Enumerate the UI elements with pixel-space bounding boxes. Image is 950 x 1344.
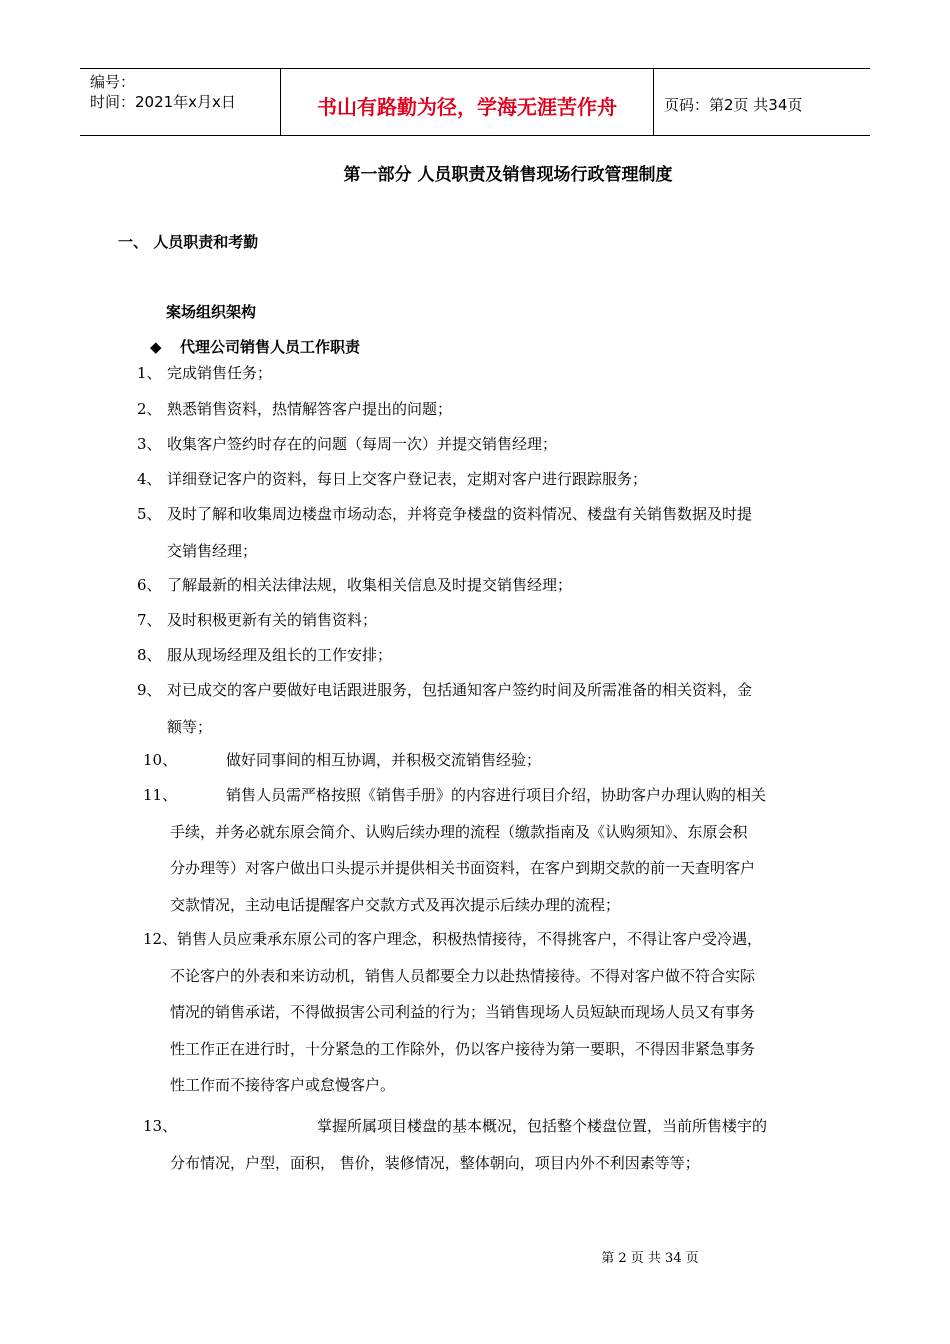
list-item-number: 10、 — [143, 751, 178, 769]
document-title: 第一部分 人员职责及销售现场行政管理制度 — [343, 165, 673, 185]
list-item-text: 及时了解和收集周边楼盘市场动态，并将竞争楼盘的资料情况、楼盘有关销售数据及时提 — [167, 505, 753, 523]
list-item-text: 交销售经理； — [167, 541, 258, 560]
list-item-text: 分办理等）对客户做出口头提示并提供相关书面资料，在客户到期交款的前一天查明客户 — [170, 859, 756, 877]
doc-number-label: 编号： — [90, 73, 136, 91]
header-page-label: 页码：第2页 共34页 — [664, 96, 803, 114]
list-item-text: 熟悉销售资料，热情解答客户提出的问题； — [167, 400, 453, 418]
page-footer: 第 2 页 共 34 页 — [601, 1251, 699, 1266]
list-item-text: 掌握所属项目楼盘的基本概况，包括整个楼盘位置，当前所售楼宇的 — [317, 1117, 768, 1135]
header-page-cell — [654, 69, 870, 135]
list-item-text: 做好同事间的相互协调，并积极交流销售经验； — [226, 751, 542, 769]
list-item-text: 交款情况，主动电话提醒客户交款方式及再次提示后续办理的流程； — [170, 895, 621, 914]
doc-time-label: 时间：2021年x月x日 — [90, 93, 236, 111]
list-item-text: 销售人员应秉承东原公司的客户理念，积极热情接待，不得挑客户，不得让客户受冷遇， — [177, 930, 763, 948]
list-item-number: 6、 — [137, 576, 162, 594]
header-motto: 书山有路勤为径，学海无涯苦作舟 — [317, 95, 617, 119]
list-item-text: 及时积极更新有关的销售资料； — [167, 611, 378, 629]
list-item-number: 11、 — [143, 786, 178, 804]
list-item-text: 了解最新的相关法律法规，收集相关信息及时提交销售经理； — [167, 576, 573, 594]
list-item-text: 额等； — [167, 717, 213, 736]
list-item-text: 对已成交的客户要做好电话跟进服务，包括通知客户签约时间及所需准备的相关资料，金 — [167, 681, 753, 699]
list-item-number: 3、 — [137, 435, 162, 453]
list-item-number: 7、 — [137, 611, 162, 629]
list-item-number: 4、 — [137, 470, 162, 488]
header-table — [80, 68, 870, 136]
list-item-number: 12、 — [143, 930, 178, 948]
list-item-number: 1、 — [137, 364, 162, 382]
list-item-text: 手续，并务必就东原会简介、认购后续办理的流程（缴款指南及《认购须知》、东原会积 — [170, 822, 748, 841]
list-item-text: 分布情况，户型，面积， 售价，装修情况，整体朝向，项目内外不利因素等等； — [170, 1153, 700, 1172]
list-item-number: 9、 — [137, 681, 162, 699]
list-item-number: 5、 — [137, 505, 162, 523]
bullet-heading — [150, 336, 360, 357]
list-item-text: 不论客户的外表和来访动机，销售人员都要全力以赴热情接待。不得对客户做不符合实际 — [170, 966, 756, 985]
list-item-text: 性工作正在进行时，十分紧急的工作除外，仍以客户接待为第一要职，不得因非紧急事务 — [170, 1039, 756, 1058]
list-item-text: 服从现场经理及组长的工作安排； — [167, 646, 393, 664]
list-item-text: 性工作而不接待客户或怠慢客户。 — [170, 1076, 396, 1094]
list-item-number: 2、 — [137, 400, 162, 418]
list-item-text: 销售人员需严格按照《销售手册》的内容进行项目介绍，协助客户办理认购的相关 — [226, 786, 767, 804]
sub-heading: 案场组织架构 — [166, 303, 257, 321]
header-motto-cell — [281, 69, 654, 135]
list-item-text: 情况的销售承诺，不得做损害公司利益的行为；当销售现场人员短缺而现场人员又有事务 — [170, 1003, 756, 1021]
diamond-bullet-icon: ◆ — [150, 338, 162, 356]
bullet-heading-label: 代理公司销售人员工作职责 — [180, 338, 361, 356]
list-item-text: 收集客户签约时存在的问题（每周一次）并提交销售经理； — [167, 435, 558, 453]
list-item-text: 详细登记客户的资料，每日上交客户登记表，定期对客户进行跟踪服务； — [167, 470, 648, 488]
list-item-number: 13、 — [143, 1117, 178, 1135]
list-item-number: 8、 — [137, 646, 162, 664]
list-item-text: 完成销售任务； — [167, 364, 273, 382]
header-info-cell — [80, 69, 281, 135]
section-heading: 一、 人员职责和考勤 — [118, 233, 259, 251]
